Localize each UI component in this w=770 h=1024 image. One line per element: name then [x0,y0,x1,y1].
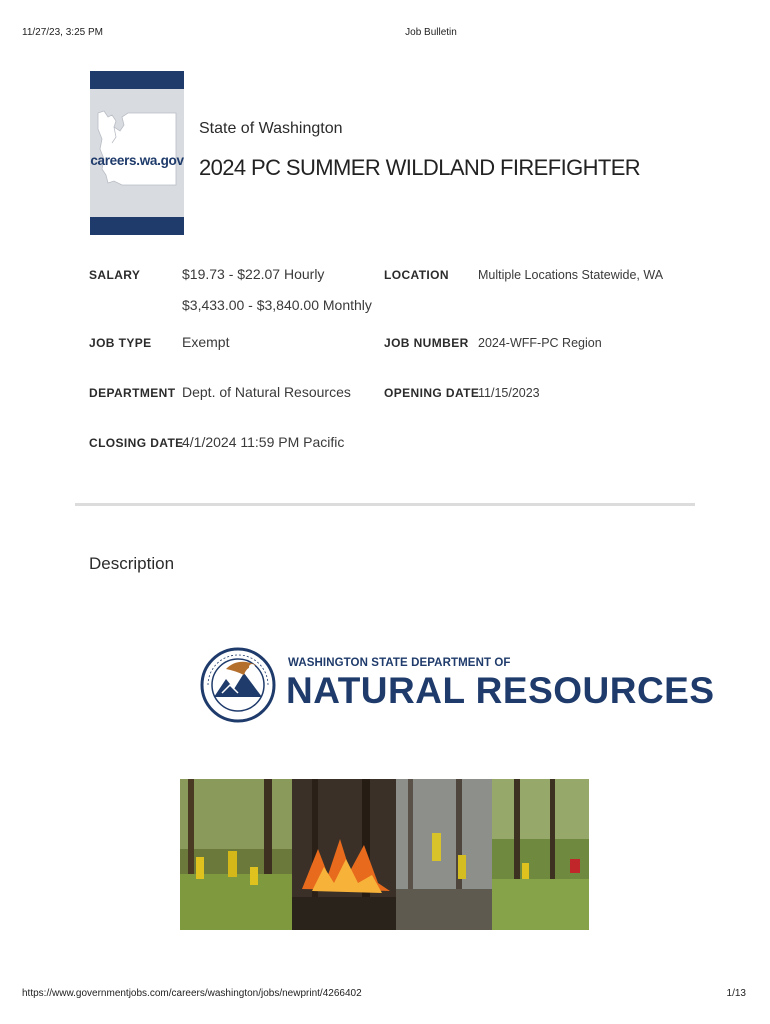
washington-map-icon [94,107,180,195]
department-value: Dept. of Natural Resources [182,384,351,400]
salary-hourly: $19.73 - $22.07 Hourly [182,266,325,282]
location-value: Multiple Locations Statewide, WA [478,268,664,282]
logo-top-bar [90,71,184,89]
opening-date-label: OPENING DATE [384,386,480,400]
department-label: DEPARTMENT [89,386,176,400]
logo-text: careers.wa.gov [90,153,184,168]
description-heading: Description [89,554,175,573]
job-type-value: Exempt [182,334,230,350]
page-number: 1/13 [726,988,746,999]
photo-smoky-forest [396,779,492,930]
dnr-logo-line1: WASHINGTON STATE DEPARTMENT OF [288,657,511,669]
careers-wa-gov-logo [90,71,184,235]
section-divider [75,503,695,506]
salary-monthly: $3,433.00 - $3,840.00 Monthly [182,297,372,313]
job-number-value: 2024-WFF-PC Region [478,336,602,350]
dnr-seal-icon [200,617,280,753]
job-title: 2024 PC SUMMER WILDLAND FIREFIGHTER [199,155,641,180]
photo-ground-fire [292,779,396,930]
location-label: LOCATION [384,268,449,282]
logo-bottom-bar [90,217,184,235]
opening-date-value: 11/15/2023 [478,386,540,400]
photo-crew-in-forest [180,779,292,930]
job-type-label: JOB TYPE [89,336,152,350]
closing-date-value: 4/1/2024 11:59 PM Pacific [182,434,345,450]
print-doc-title: Job Bulletin [405,27,457,38]
dnr-logo-line2: NATURAL RESOURCES [286,670,715,711]
print-datetime: 11/27/23, 3:25 PM [22,27,103,38]
photo-crew-clearing [492,779,589,930]
salary-label: SALARY [89,268,141,282]
print-url: https://www.governmentjobs.com/careers/washington/jobs/newprint/4266402 [22,988,362,999]
employer-name: State of Washington [199,120,343,137]
job-number-label: JOB NUMBER [384,336,469,350]
wildland-firefighters-photos [180,779,589,930]
closing-date-label: CLOSING DATE [89,436,184,450]
